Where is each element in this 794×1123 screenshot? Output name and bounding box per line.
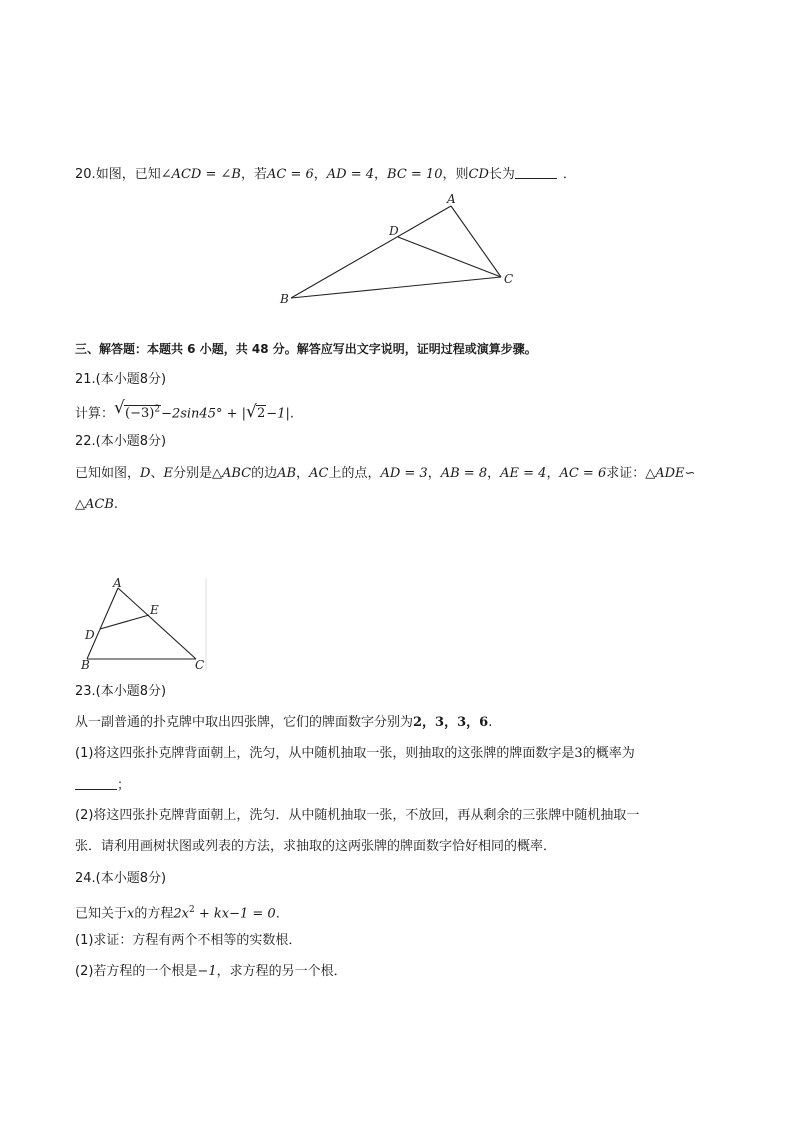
- q20-text-part: 如图，已知: [95, 167, 161, 182]
- q24-exponent: 2: [188, 905, 195, 915]
- q24-text-part: (2)若方程的一个根是: [75, 964, 198, 979]
- q20-text: [75, 166, 576, 183]
- q22-text-part: ，: [546, 466, 560, 481]
- segment-ac: [118, 588, 196, 659]
- label-a: A: [447, 192, 456, 206]
- q24-text-part: 的方程: [134, 906, 174, 922]
- q22-text-part: ，: [427, 466, 441, 481]
- q23-statement: [75, 715, 492, 731]
- q22-math: △ABC: [211, 466, 252, 481]
- q23-part2-line1: (2)将这四张扑克牌背面朝上，洗匀．从中随机抽取一张，不放回，再从剩余的三张牌中随机抽取一: [75, 808, 640, 823]
- q24-equation: + kx−1 = 0: [194, 906, 276, 922]
- q20-text-part: ，: [374, 167, 388, 182]
- q21-expression: [75, 398, 294, 423]
- q22-math: D: [140, 466, 151, 481]
- q24-heading: 24.(本小题8分): [75, 871, 167, 886]
- q20-number: 20.: [75, 167, 96, 182]
- q20-math: AD = 4: [326, 167, 375, 182]
- label-c: C: [504, 272, 514, 286]
- q21-exponent: 2: [154, 405, 161, 415]
- q22-math: AB: [277, 466, 297, 481]
- label-b: B: [280, 292, 289, 306]
- q20-text-part: ．: [562, 167, 576, 182]
- q24-part2: [75, 964, 347, 980]
- q20-math: BC = 10: [387, 167, 443, 182]
- q20-text-part: ，: [313, 167, 327, 182]
- q21-radicand: 2: [257, 406, 266, 422]
- q21-math: −2sin45° + |: [161, 406, 247, 422]
- q23-part2-line2: 张．请利用画树状图或列表的方法，求抽取的这两张牌的牌面数字恰好相同的概率．: [75, 839, 557, 854]
- q22-text-part: ，: [487, 466, 501, 481]
- q22-math: △ADE∽: [645, 466, 696, 481]
- q23-text-part: 从一副普通的扑克牌中取出四张牌，它们的牌面数字分别为: [75, 715, 414, 730]
- q22-text-part: 的边: [251, 466, 278, 481]
- q22-text-part: 上的点，: [328, 466, 381, 481]
- q23-text-part: .: [488, 715, 493, 730]
- q22-text-part: .: [113, 497, 119, 512]
- q22-math: AB = 8: [440, 466, 488, 481]
- segment-de: [100, 615, 149, 629]
- q21-heading: 21.(本小题8分): [75, 372, 167, 387]
- q20-text-part: 长为: [488, 167, 515, 182]
- label-a: A: [113, 576, 122, 590]
- q22-math: AC: [309, 466, 329, 481]
- q22-math: AC = 6: [559, 466, 607, 481]
- segment-ac: [451, 206, 501, 277]
- q22-text-part: ，: [296, 466, 310, 481]
- q22-heading: 22.(本小题8分): [75, 434, 167, 449]
- label-e: E: [150, 603, 159, 617]
- q24-part1: (1)求证：方程有两个不相等的实数根．: [75, 933, 302, 948]
- q21-text-part: 计算：: [75, 406, 115, 422]
- q24-text-part: ，求方程的另一个根．: [216, 964, 347, 979]
- q21-radicand: (−3): [125, 406, 155, 422]
- q22-math: AE = 4: [500, 466, 547, 481]
- q20-text-part: ，则: [442, 167, 469, 182]
- answer-blank[interactable]: [75, 777, 117, 790]
- q23-part1-answer: [75, 777, 130, 794]
- sqrt-symbol: √ 2: [246, 402, 266, 423]
- segment-bc: [291, 277, 501, 298]
- q22-text-part: 已知如图，: [75, 466, 141, 481]
- q21-text-part: .: [289, 406, 294, 422]
- q22-text-part: 求证：: [606, 466, 646, 481]
- q23-text-part: 的概率为: [582, 746, 635, 761]
- q23-number: 3: [574, 746, 583, 761]
- answer-blank[interactable]: [515, 166, 557, 179]
- q24-statement: [75, 902, 280, 922]
- q22-text-part: 、: [150, 466, 164, 481]
- q23-part1: [75, 746, 635, 762]
- q22-math: E: [163, 466, 173, 481]
- q22-text-part: 分别是: [172, 466, 212, 481]
- q21-math: −1|: [266, 406, 290, 422]
- q22-text-line2: [75, 497, 118, 513]
- q20-text-part: ，若: [240, 167, 267, 182]
- section-3-heading: 三、解答题：本题共 6 小题，共 48 分。解答应写出文字说明，证明过程或演算步骤。: [75, 342, 537, 356]
- q20-math: ∠ACD = ∠B: [160, 167, 241, 182]
- segment-ba: [291, 206, 451, 298]
- q20-math: AC = 6: [266, 167, 314, 182]
- sqrt-symbol: √ $(-3)^2$: [114, 398, 161, 422]
- q22-math: △ACB: [75, 497, 114, 512]
- segment-dc: [398, 237, 501, 277]
- q23-text-part: ；: [117, 778, 131, 793]
- q23-text-part: (1)将这四张扑克牌背面朝上，洗匀，从中随机抽取一张，则抽取的这张牌的牌面数字是: [75, 746, 575, 761]
- label-c: C: [195, 658, 205, 672]
- label-d: D: [85, 628, 95, 642]
- label-b: B: [81, 658, 90, 672]
- label-d: D: [389, 224, 399, 238]
- q20-math: CD: [468, 167, 489, 182]
- q24-math: −1: [197, 964, 217, 979]
- segment-ab: [87, 588, 118, 659]
- q24-equation: 2x: [173, 906, 189, 922]
- q23-numbers: 2，3，3，6: [413, 715, 489, 730]
- q22-math: AD = 3: [380, 466, 428, 481]
- q23-heading: 23.(本小题8分): [75, 684, 167, 699]
- q24-math: x: [127, 906, 135, 922]
- q24-text-part: .: [275, 906, 280, 922]
- q22-text-line1: [75, 466, 695, 482]
- q24-text-part: 已知关于: [75, 906, 128, 922]
